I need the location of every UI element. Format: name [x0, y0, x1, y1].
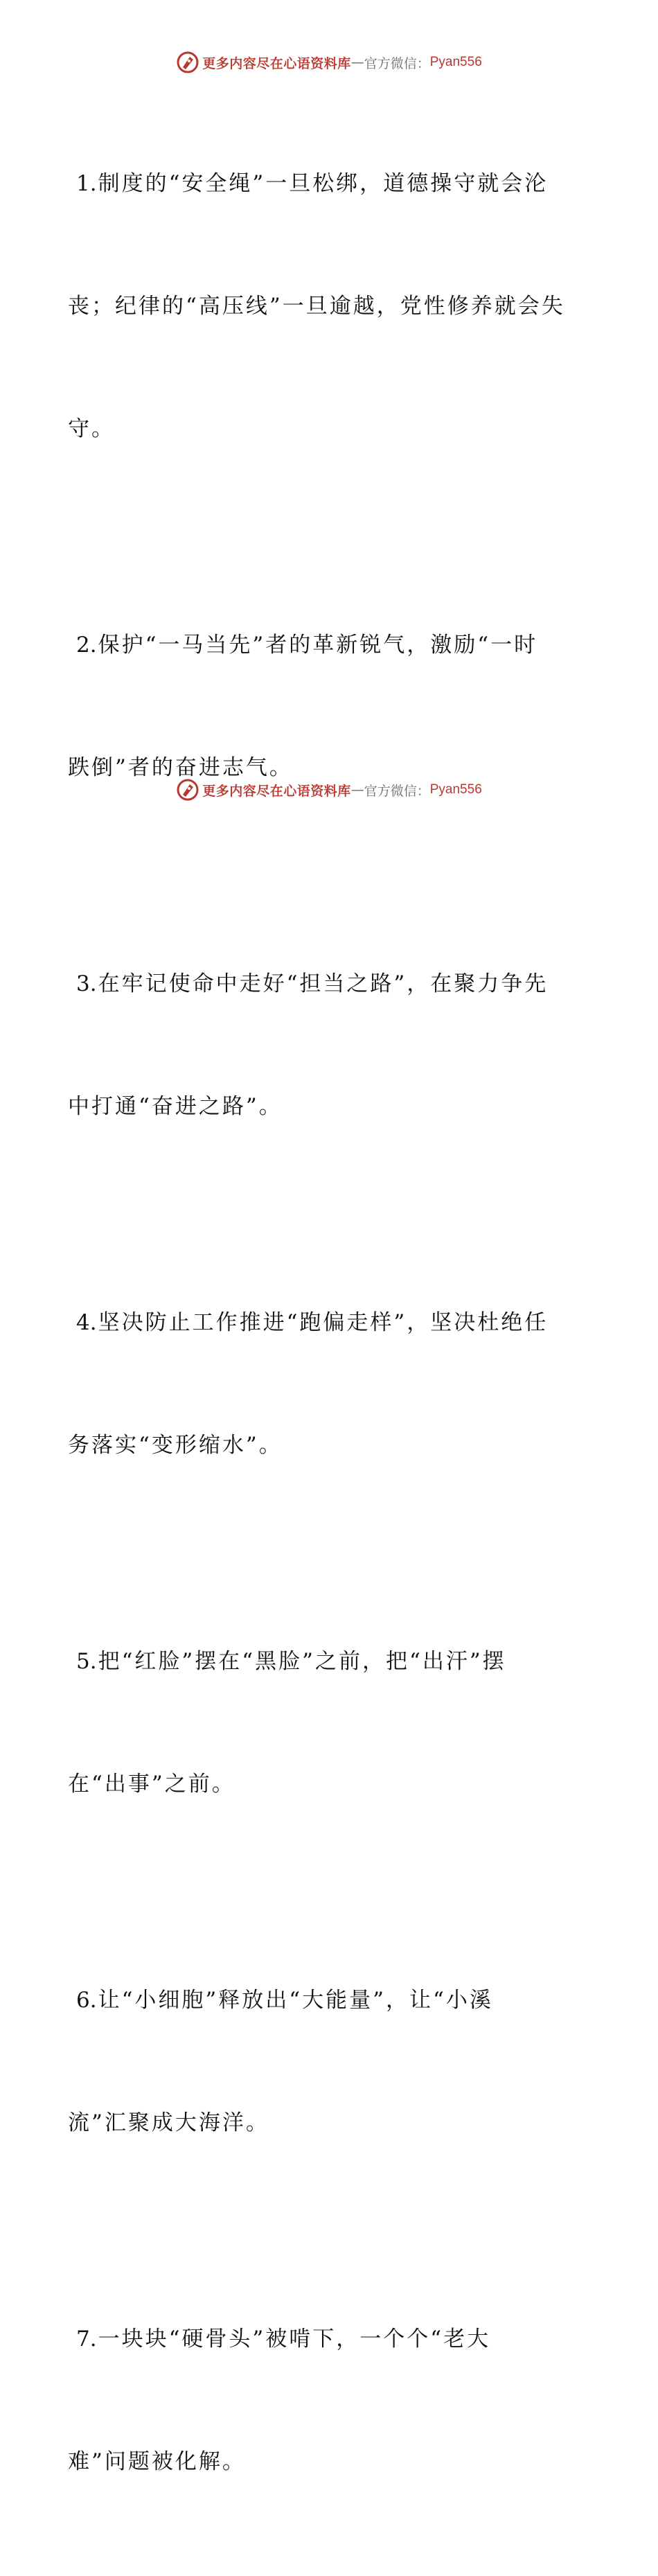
list-item-text: 把“红脸”摆在“黑脸”之前，把“出汗”摆 [98, 1649, 506, 1674]
list-item [68, 82, 594, 531]
list-item-text: 坚决防止工作推进“跑偏走样”，坚决杜绝任 [98, 1310, 549, 1335]
list-item-text: 在牢记使命中走好“担当之路”，在聚力争先 [98, 971, 549, 996]
list-item-line: 守。 [68, 416, 115, 441]
list-item-text: 让“小细胞”释放出“大能量”，让“小溪 [98, 1988, 493, 2013]
pen-nib-circle-icon [176, 778, 199, 802]
list-item-line [68, 1303, 594, 1343]
list-item [68, 1221, 594, 1548]
watermark-dash: — [350, 55, 364, 70]
document-body [68, 82, 594, 2576]
header-watermark [0, 48, 658, 76]
list-item-line [68, 2319, 594, 2360]
list-item-line: 流”汇聚成大海洋。 [68, 2110, 269, 2135]
watermark-prefix: 更多内容尽在心语资料库 [202, 783, 351, 799]
list-item-line [68, 164, 594, 204]
watermark-dash: — [350, 782, 364, 797]
list-item [68, 2237, 594, 2564]
list-item [68, 1560, 594, 1887]
list-item-line: 在“出事”之前。 [68, 1772, 235, 1797]
list-item-line: 丧；纪律的“高压线”一旦逾越，党性修养就会失 [68, 294, 565, 319]
list-item-line: 务落实“变形缩水”。 [68, 1433, 283, 1458]
list-item [68, 1898, 594, 2225]
list-item-line [68, 1980, 594, 2021]
watermark-suffix: 官方微信： [364, 55, 430, 71]
list-item-line [68, 964, 594, 1005]
list-item-line: 中打通“奋进之路”。 [68, 1094, 283, 1119]
list-item-line [68, 1641, 594, 1682]
list-item [68, 543, 594, 870]
list-item-number: 5. [76, 1649, 97, 1674]
list-item-number: 3. [76, 971, 97, 996]
list-item-number: 7. [76, 2327, 97, 2352]
list-item-text: 保护“一马当先”者的革新锐气，激励“一时 [98, 633, 538, 658]
list-item-line [68, 625, 594, 666]
list-item-text: 制度的“安全绳”一旦松绑，道德操守就会沦 [98, 171, 549, 196]
footer-watermark [0, 776, 658, 804]
list-item-text: 一块块“硬骨头”被啃下，一个个“老大 [98, 2327, 491, 2352]
list-item [68, 882, 594, 1209]
watermark-suffix: 官方微信： [364, 783, 430, 799]
list-item-number: 2. [76, 633, 97, 658]
watermark-id: Pyan556 [429, 55, 482, 69]
watermark-prefix: 更多内容尽在心语资料库 [202, 55, 351, 71]
list-item-number: 4. [76, 1310, 97, 1335]
pen-nib-circle-icon [176, 51, 199, 74]
list-item-line: 跌倒”者的奋进志气。 [68, 755, 293, 780]
list-item-line: 难”问题被化解。 [68, 2449, 246, 2474]
list-item-number: 6. [76, 1988, 97, 2013]
watermark-id: Pyan556 [429, 782, 482, 797]
list-item-number: 1. [76, 171, 97, 196]
